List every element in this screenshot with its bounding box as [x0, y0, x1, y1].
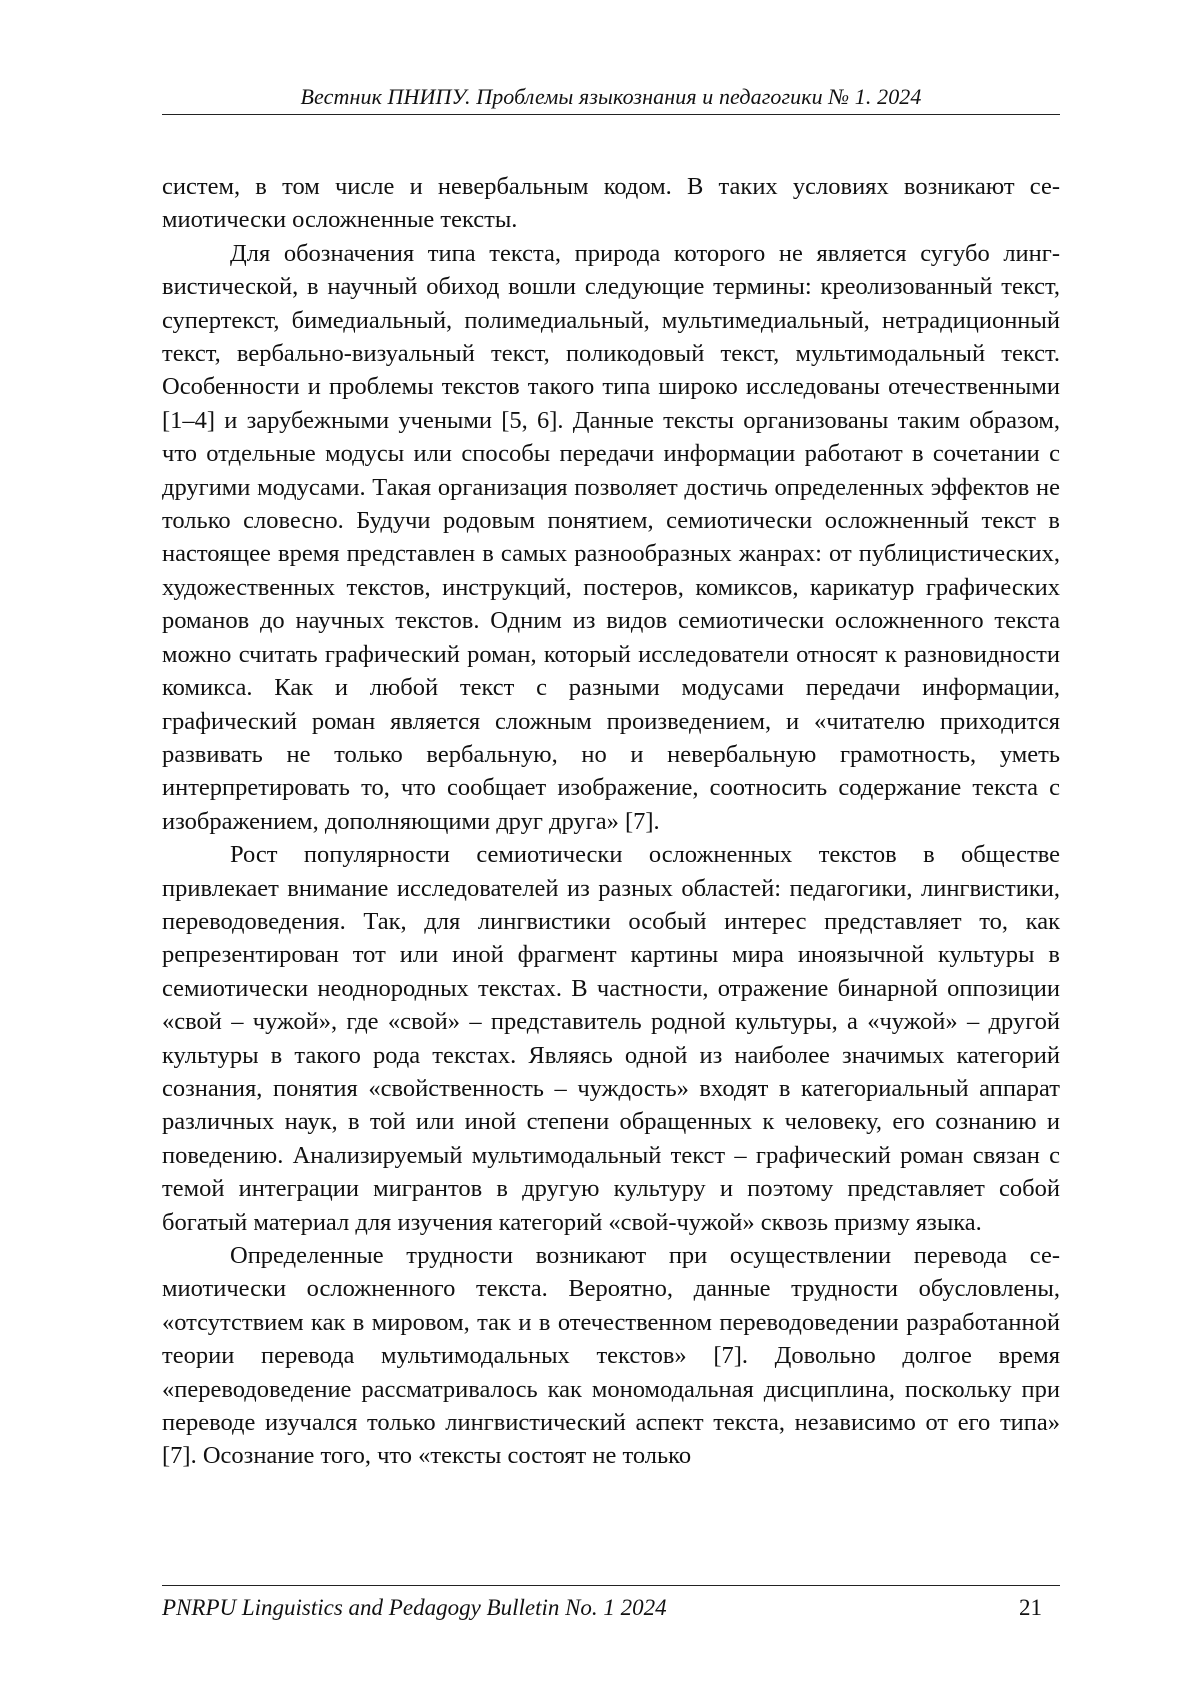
paragraph-translation: Определенные трудности возникают при осуществлении перевода семиотически осложненного текста. Вероятно, данные трудности обусловлены, «отсутствием как в мировом, так и в отечественном переводоведении разработанной теории перевода мультимодальных текстов» [7]. Довольно долгое время «переводоведение рассматривалось как мономодальная дисциплина, поскольку при переводе изучался только лингвистический аспект текста, независимо от его типа» [7]. Осознание того, что «тексты состоят не только [162, 1242, 1060, 1470]
article-body [162, 170, 1060, 1473]
paragraph-continuation: систем, в том числе и невербальным кодом. В таких условиях возникают семиотически осложненные тексты. [162, 173, 1060, 234]
page-number: 21 [1019, 1595, 1042, 1620]
footer-divider [162, 1585, 1060, 1586]
running-header: Вестник ПНИПУ. Проблемы языкознания и педагогики № 1. 2024 [300, 84, 922, 109]
paragraph-terms: Для обозначения типа текста, природа которого не является сугубо лингвистической, в научный обиход вошли следующие термины: креолизованный текст, супертекст, бимедиальный, полимедиальный, мультимедиальный, нетрадиционный текст, вербально-визуальный текст, поликодовый текст, мультимодальный текст. Особенности и проблемы текстов такого типа широко исследованы отечественными [1–4] и зарубежными учеными [5, 6]. Данные тексты организованы таким образом, что отдельные модусы или способы передачи информации работают в сочетании с другими модусами. Такая организация позволяет достичь определенных эффектов не только словесно. Будучи родовым понятием, семиотически осложненный текст в настоящее время представлен в самых разнообразных жанрах: от публицистических, художественных текстов, инструкций, постеров, комиксов, карикатур графических романов до научных текстов. Одним из видов семиотически осложненного текста можно считать графический роман, который исследователи относят к разновидности комикса. Как и любой текст с разными модусами передачи информации, графический роман является сложным произведением, и «читателю приходится развивать не только вербальную, но и невербальную грамотность, уметь интерпретировать то, что сообщает изображение, соотносить содержание текста с изображением, дополняющими друг друга» [7]. [162, 239, 1060, 835]
footer-journal-title: PNRPU Linguistics and Pedagogy Bulletin No. 1 2024 [162, 1595, 667, 1620]
header-divider [162, 114, 1060, 115]
paragraph-popularity: Рост популярности семиотически осложненных текстов в обществе привлекает внимание исследователей из разных областей: педагогики, лингвистики, переводоведения. Так, для лингвистики особый интерес представляет то, как репрезентирован тот или иной фрагмент картины мира иноязычной культуры в семиотически неоднородных текстах. В частности, отражение бинарной оппозиции «свой – чужой», где «свой» – представитель родной культуры, а «чужой» – другой культуры в такого рода текстах. Являясь одной из наиболее значимых категорий сознания, понятия «свойственность – чуждость» входят в категориальный аппарат различных наук, в той или иной степени обращенных к человеку, его сознанию и поведению. Анализируемый мультимодальный текст – графический роман связан с темой интеграции мигрантов в другую культуру и поэтому представляет собой богатый материал для изучения категорий «свой-чужой» сквозь призму языка. [162, 841, 1060, 1236]
